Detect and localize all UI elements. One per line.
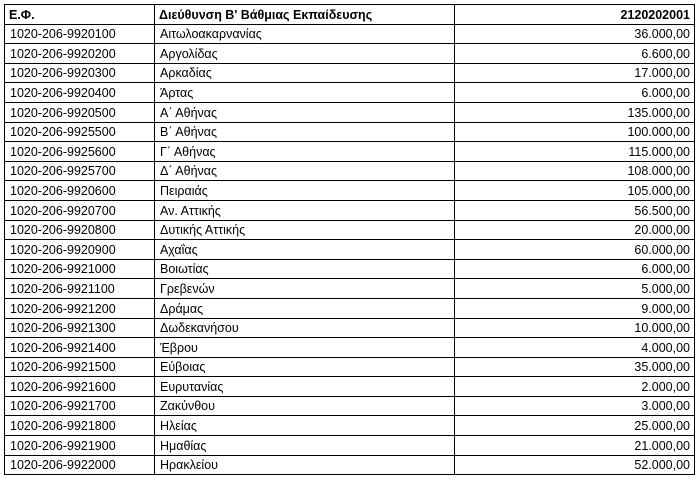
- cell-directorate: Ηλείας: [155, 416, 455, 436]
- table-row: [5, 259, 695, 279]
- cell-directorate: Πειραιάς: [155, 181, 455, 201]
- table-row: [5, 44, 695, 64]
- table-row: [5, 102, 695, 122]
- table-row: [5, 416, 695, 436]
- cell-directorate: Γρεβενών: [155, 279, 455, 299]
- cell-code: 1020-206-9920100: [5, 24, 155, 44]
- cell-directorate: Αχαΐας: [155, 240, 455, 260]
- cell-code: 1020-206-9925700: [5, 161, 155, 181]
- table-row: [5, 122, 695, 142]
- table-row: [5, 181, 695, 201]
- cell-code: 1020-206-9921900: [5, 436, 155, 456]
- header-code: Ε.Φ.: [5, 5, 155, 25]
- cell-amount: 17.000,00: [455, 63, 695, 83]
- cell-code: 1020-206-9921800: [5, 416, 155, 436]
- budget-table: [4, 4, 695, 475]
- cell-amount: 108.000,00: [455, 161, 695, 181]
- cell-amount: 9.000,00: [455, 298, 695, 318]
- cell-directorate: Ηρακλείου: [155, 455, 455, 475]
- cell-code: 1020-206-9921600: [5, 377, 155, 397]
- cell-code: 1020-206-9921100: [5, 279, 155, 299]
- cell-amount: 36.000,00: [455, 24, 695, 44]
- cell-amount: 2.000,00: [455, 377, 695, 397]
- cell-directorate: Ευρυτανίας: [155, 377, 455, 397]
- cell-code: 1020-206-9920500: [5, 102, 155, 122]
- cell-amount: 6.600,00: [455, 44, 695, 64]
- table-row: [5, 142, 695, 162]
- cell-amount: 100.000,00: [455, 122, 695, 142]
- header-row: [5, 5, 695, 25]
- cell-amount: 105.000,00: [455, 181, 695, 201]
- table-header: [5, 5, 695, 25]
- cell-code: 1020-206-9921000: [5, 259, 155, 279]
- header-directorate: Διεύθυνση Β' Βάθμιας Εκπαίδευσης: [155, 5, 455, 25]
- cell-code: 1020-206-9920800: [5, 220, 155, 240]
- cell-directorate: Δ΄ Αθήνας: [155, 161, 455, 181]
- table-row: [5, 63, 695, 83]
- cell-directorate: Αργολίδας: [155, 44, 455, 64]
- cell-directorate: Ζακύνθου: [155, 396, 455, 416]
- cell-amount: 135.000,00: [455, 102, 695, 122]
- table-row: [5, 298, 695, 318]
- cell-code: 1020-206-9921200: [5, 298, 155, 318]
- table-row: [5, 200, 695, 220]
- cell-directorate: Άρτας: [155, 83, 455, 103]
- cell-directorate: Δράμας: [155, 298, 455, 318]
- cell-code: 1020-206-9920600: [5, 181, 155, 201]
- table-row: [5, 436, 695, 456]
- table-row: [5, 338, 695, 358]
- cell-code: 1020-206-9921700: [5, 396, 155, 416]
- cell-directorate: Αν. Αττικής: [155, 200, 455, 220]
- table-body: [5, 24, 695, 475]
- cell-directorate: Εύβοιας: [155, 357, 455, 377]
- table-row: [5, 396, 695, 416]
- cell-amount: 4.000,00: [455, 338, 695, 358]
- table-row: [5, 279, 695, 299]
- cell-amount: 52.000,00: [455, 455, 695, 475]
- cell-code: 1020-206-9920300: [5, 63, 155, 83]
- cell-amount: 115.000,00: [455, 142, 695, 162]
- cell-directorate: Γ΄ Αθήνας: [155, 142, 455, 162]
- cell-directorate: Έβρου: [155, 338, 455, 358]
- cell-code: 1020-206-9925600: [5, 142, 155, 162]
- cell-amount: 5.000,00: [455, 279, 695, 299]
- cell-directorate: Αιτωλοακαρνανίας: [155, 24, 455, 44]
- cell-code: 1020-206-9921500: [5, 357, 155, 377]
- table-row: [5, 161, 695, 181]
- table-row: [5, 220, 695, 240]
- cell-code: 1020-206-9920900: [5, 240, 155, 260]
- cell-amount: 56.500,00: [455, 200, 695, 220]
- cell-code: 1020-206-9922000: [5, 455, 155, 475]
- cell-amount: 60.000,00: [455, 240, 695, 260]
- cell-amount: 35.000,00: [455, 357, 695, 377]
- cell-code: 1020-206-9920700: [5, 200, 155, 220]
- cell-code: 1020-206-9921400: [5, 338, 155, 358]
- cell-amount: 20.000,00: [455, 220, 695, 240]
- cell-amount: 25.000,00: [455, 416, 695, 436]
- cell-directorate: Δωδεκανήσου: [155, 318, 455, 338]
- header-amount: 2120202001: [455, 5, 695, 25]
- cell-amount: 6.000,00: [455, 83, 695, 103]
- cell-directorate: Αρκαδίας: [155, 63, 455, 83]
- table-row: [5, 318, 695, 338]
- cell-amount: 6.000,00: [455, 259, 695, 279]
- table-row: [5, 357, 695, 377]
- cell-directorate: Βοιωτίας: [155, 259, 455, 279]
- cell-directorate: Δυτικής Αττικής: [155, 220, 455, 240]
- table-row: [5, 455, 695, 475]
- cell-code: 1020-206-9920200: [5, 44, 155, 64]
- table-row: [5, 83, 695, 103]
- cell-directorate: Β΄ Αθήνας: [155, 122, 455, 142]
- table-row: [5, 240, 695, 260]
- cell-amount: 10.000,00: [455, 318, 695, 338]
- cell-code: 1020-206-9920400: [5, 83, 155, 103]
- cell-directorate: Α΄ Αθήνας: [155, 102, 455, 122]
- table-row: [5, 24, 695, 44]
- cell-code: 1020-206-9925500: [5, 122, 155, 142]
- cell-amount: 21.000,00: [455, 436, 695, 456]
- cell-code: 1020-206-9921300: [5, 318, 155, 338]
- cell-amount: 3.000,00: [455, 396, 695, 416]
- cell-directorate: Ημαθίας: [155, 436, 455, 456]
- table-row: [5, 377, 695, 397]
